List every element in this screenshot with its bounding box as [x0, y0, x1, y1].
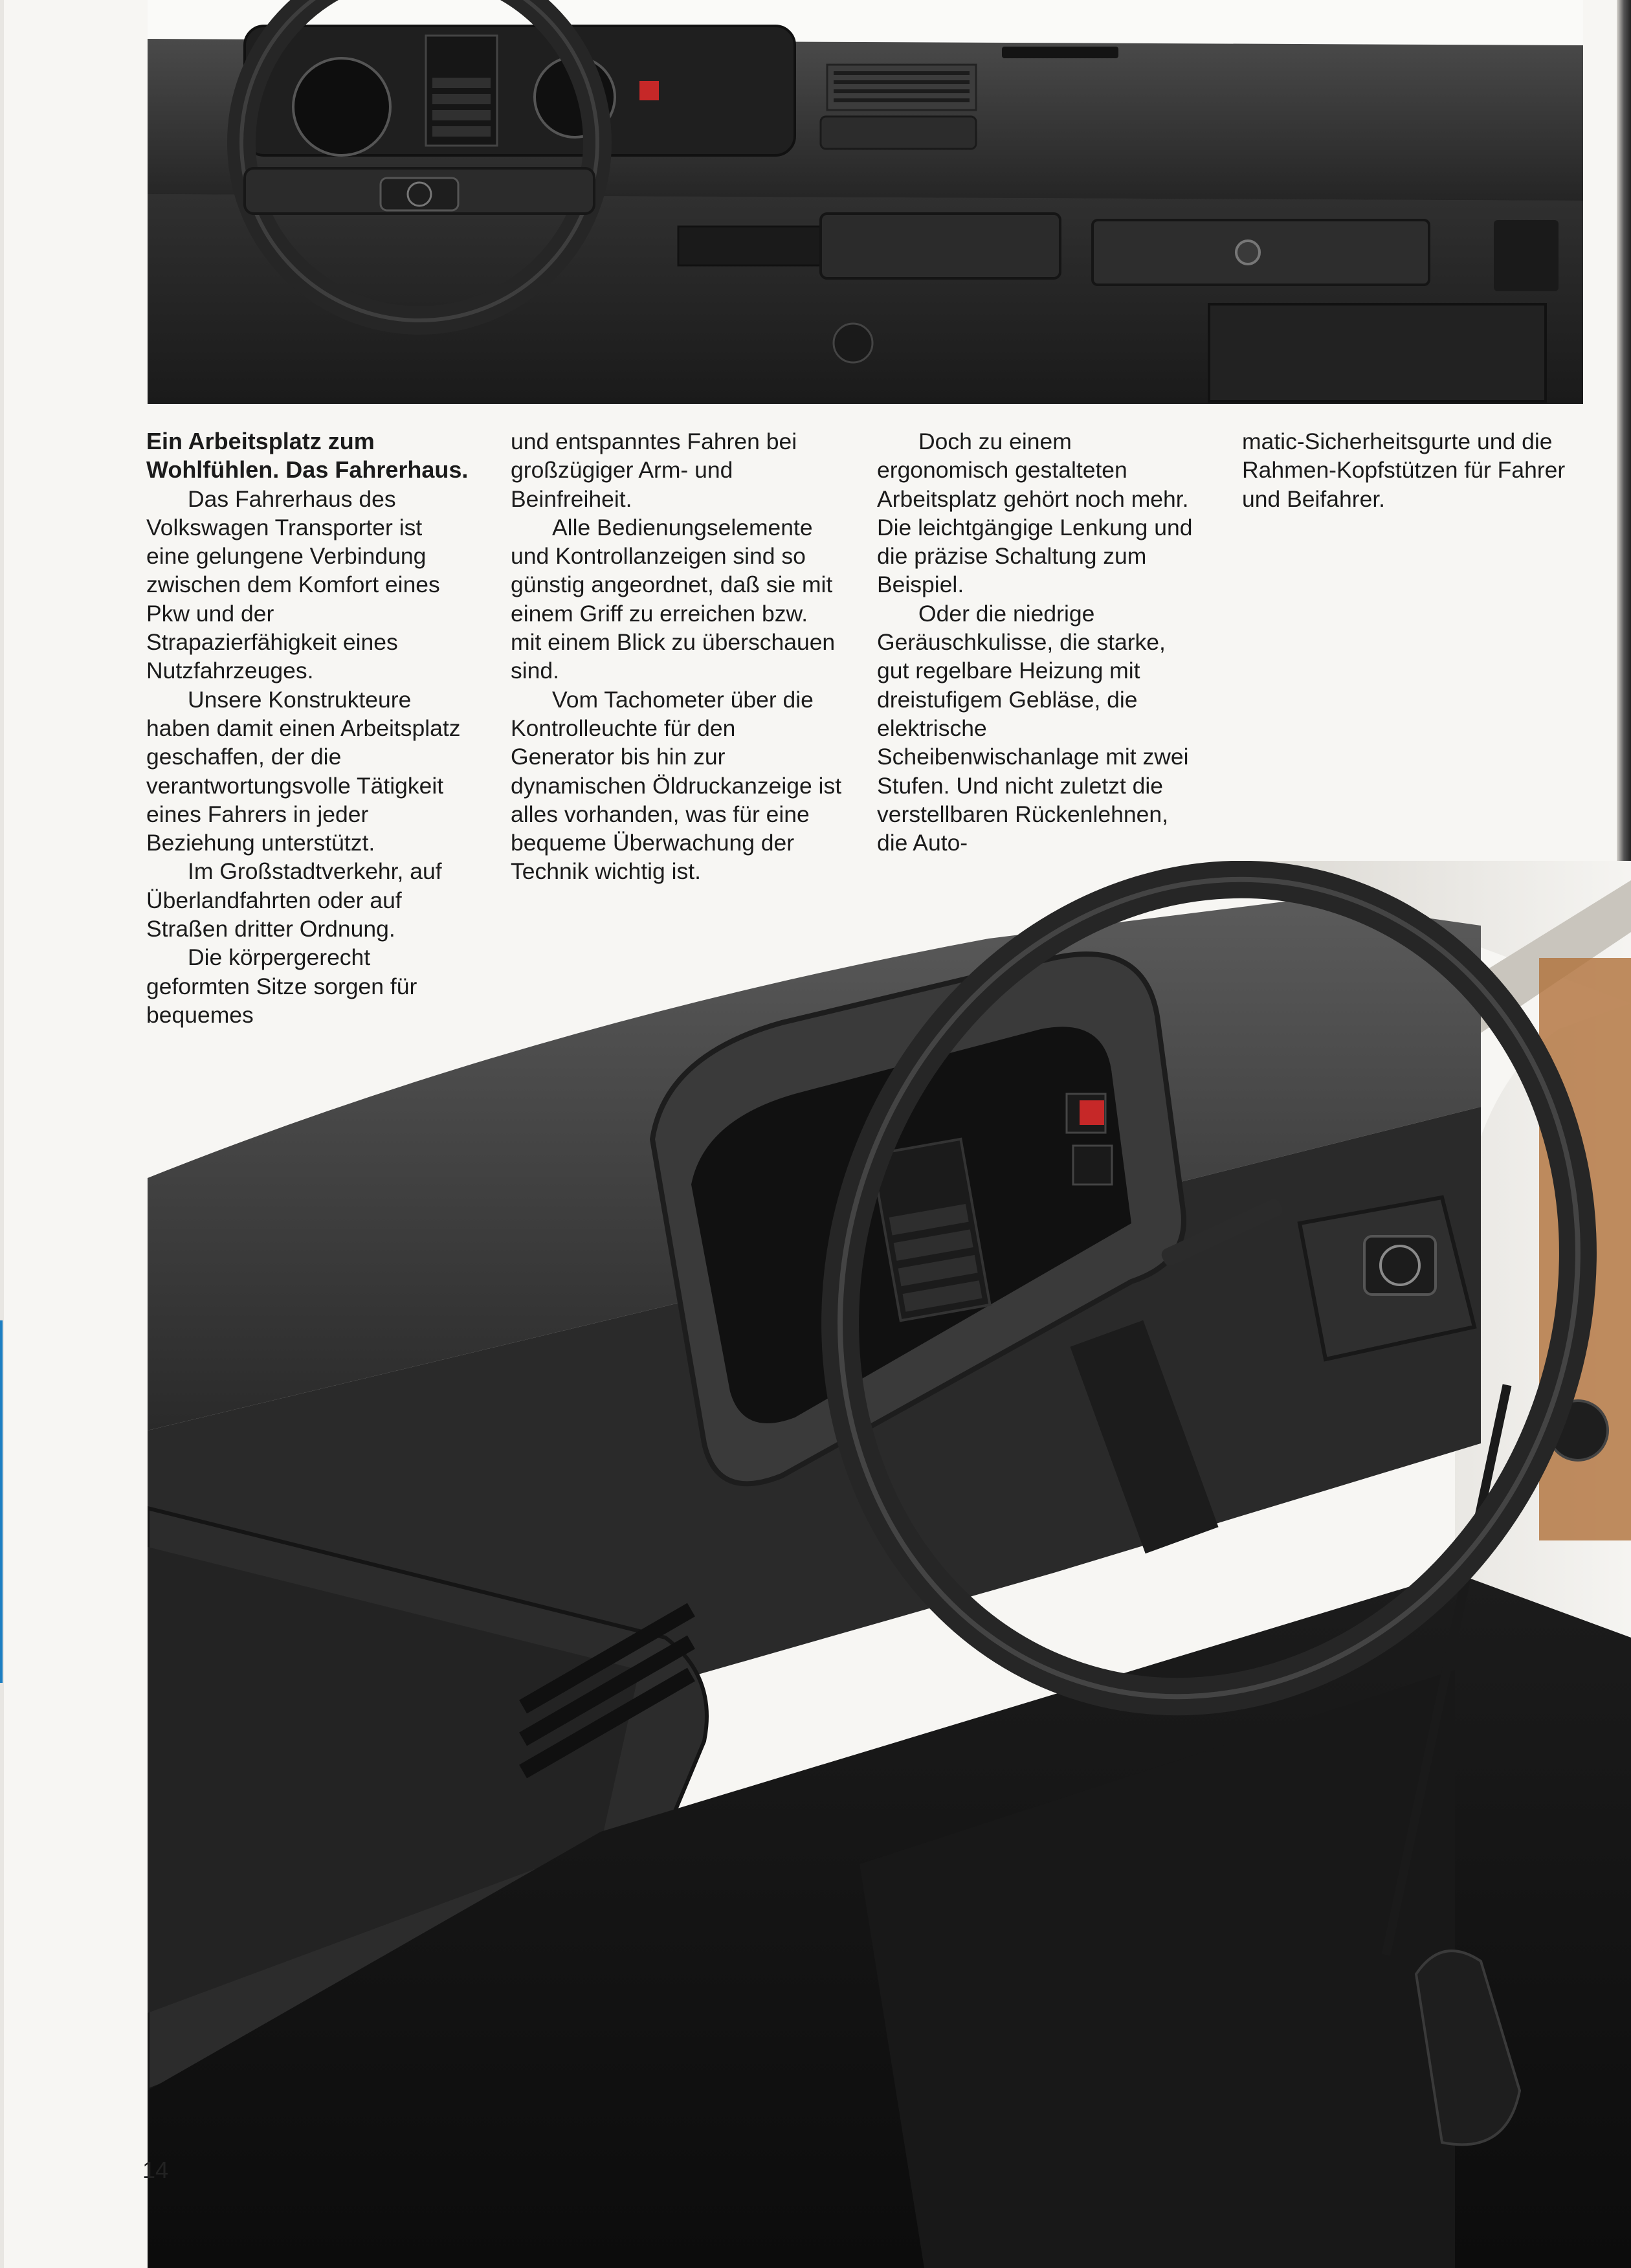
page-number: 14	[142, 2157, 169, 2183]
paragraph: Im Großstadtverkehr, auf Überlandfahrten oder auf Straßen dritter Ordnung.	[146, 858, 442, 942]
page-edge-left	[0, 0, 4, 2268]
paragraph: und entspanntes Fahren bei großzügiger Arm- und Beinfreiheit.	[511, 428, 797, 512]
cockpit-photo	[148, 861, 1631, 2268]
paragraph: Die körpergerecht geformten Sitze sorgen für bequemes	[146, 944, 417, 1028]
paragraph: Alle Bedienungselemente und Kontrollanzeigen sind so günstig angeordnet, daß sie mit einem Griff zu erreichen bzw. mit einem Blick zu überschauen sind.	[511, 514, 836, 684]
paragraph: Doch zu einem ergonomisch gestalteten Arbeitsplatz gehört noch mehr. Die leichtgängige Lenkung und die präzise Schaltung zum Beispiel.	[877, 428, 1193, 598]
text-column-1	[146, 427, 470, 1029]
paragraph: Oder die niedrige Geräuschkulisse, die starke, gut regelbare Heizung mit dreistufigem Gebläse, die elektrische Scheibenwischanlage mit zwei Stufen. Und nicht zuletzt die verstellbaren Rückenlehnen, die Auto-	[877, 600, 1189, 856]
paragraph: matic-Sicherheitsgurte und die Rahmen-Kopfstützen für Fahrer und Beifahrer.	[1242, 427, 1579, 513]
article-heading-line-1: Ein Arbeitsplatz zum	[146, 428, 375, 454]
text-column-4	[1242, 427, 1579, 513]
dashboard-photo	[148, 0, 1583, 404]
dashboard-photo-icon	[148, 0, 1583, 404]
text-column-3	[877, 427, 1201, 857]
paragraph: Vom Tachometer über die Kontrolleuchte für den Generator bis hin zur dynamischen Öldruckanzeige ist alles vorhanden, was für eine bequeme Überwachung der Technik wichtig ist.	[511, 686, 842, 885]
paragraph: Unsere Konstrukteure haben damit einen Arbeitsplatz geschaffen, der die verantwortungsvolle Tätigkeit eines Fahrers in jeder Beziehung unterstützt.	[146, 686, 461, 856]
page-edge-mark	[0, 1320, 3, 1683]
paragraph: Das Fahrerhaus des Volkswagen Transporter ist eine gelungene Verbindung zwischen dem Komfort eines Pkw und der Strapazierfähigkeit eines Nutzfahrzeuges.	[146, 485, 440, 684]
text-column-2	[511, 427, 844, 886]
article-heading-line-2: Wohlfühlen. Das Fahrerhaus.	[146, 456, 469, 484]
cockpit-photo-icon	[148, 861, 1631, 2268]
